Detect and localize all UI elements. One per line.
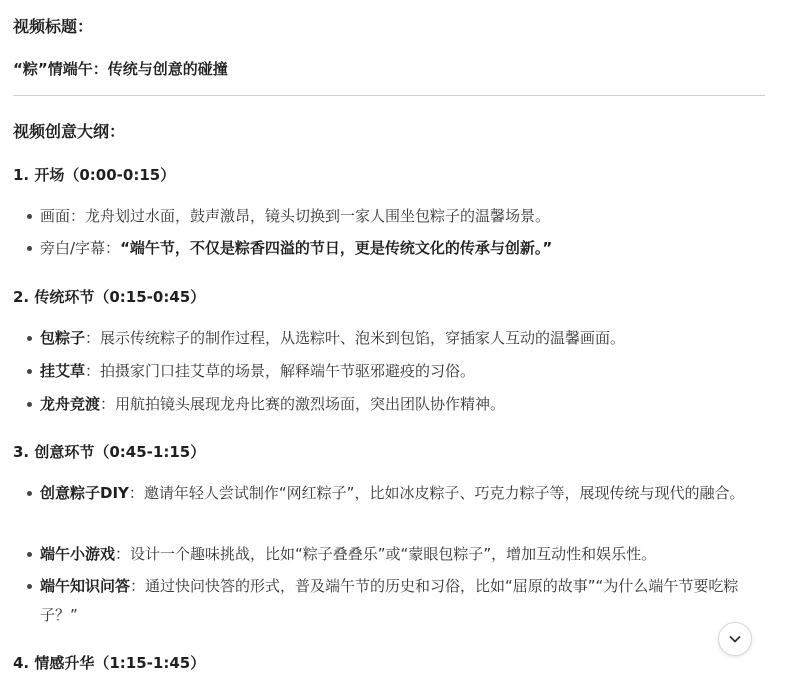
list-item-text: ：用航拍镜头展现龙舟比赛的激烈场面，突出团队协作精神。 [100, 395, 506, 413]
list-item-prefix: 旁白/字幕： [40, 239, 121, 257]
list-item-text: 画面：龙舟划过水面，鼓声激昂，镜头切换到一家人围坐包粽子的温馨场景。 [40, 207, 551, 225]
section-heading-creative: 3. 创意环节（0:45-1:15） [13, 443, 206, 461]
list-item-text: ：通过快问快答的形式，普及端午节的历史和习俗，比如“屈原的故事”“为什么端午节要吃粽子？” [40, 577, 739, 624]
list-item-bold: 挂艾草 [40, 362, 86, 380]
list-item-bold: 创意粽子DIY [40, 484, 129, 502]
video-title-label: 视频标题： [13, 17, 94, 36]
list-item [27, 479, 757, 508]
list-item [27, 234, 757, 263]
list-item [27, 540, 757, 569]
list-item-text: ：拍摄家门口挂艾草的场景，解释端午节驱邪避疫的习俗。 [85, 362, 476, 380]
bullet-dot [27, 584, 32, 589]
bullet-dot [27, 369, 32, 374]
list-item-bold: 端午知识问答 [40, 577, 131, 595]
section-heading-opening: 1. 开场（0:00-0:15） [13, 166, 176, 184]
list-item-text: ：展示传统粽子的制作过程，从选粽叶、泡米到包馅，穿插家人互动的温馨画面。 [85, 329, 626, 347]
bullet-dot [27, 491, 32, 496]
section-heading-emotion: 4. 情感升华（1:15-1:45） [13, 654, 206, 672]
section-heading-tradition: 2. 传统环节（0:15-0:45） [13, 288, 206, 306]
list-item [27, 390, 757, 419]
list-item-bold: 端午小游戏 [40, 545, 116, 563]
video-title-value: “粽”情端午：传统与创意的碰撞 [13, 60, 228, 78]
list-item [27, 202, 757, 231]
list-item [27, 357, 757, 386]
list-item-bold: 龙舟竞渡 [40, 395, 101, 413]
bullet-dot [27, 214, 32, 219]
list-item-bold: “端午节，不仅是粽香四溢的节日，更是传统文化的传承与创新。” [120, 239, 553, 257]
outline-label: 视频创意大纲： [13, 122, 126, 141]
bullet-dot [27, 336, 32, 341]
list-item [27, 324, 757, 353]
scroll-to-bottom-button[interactable] [718, 622, 752, 656]
list-item-bold: 包粽子 [40, 329, 86, 347]
chevron-down-icon [727, 631, 743, 647]
bullet-dot [27, 402, 32, 407]
divider [13, 95, 765, 96]
bullet-dot [27, 552, 32, 557]
list-item-text: ：邀请年轻人尝试制作“网红粽子”，比如冰皮粽子、巧克力粽子等，展现传统与现代的融合。 [128, 484, 745, 502]
list-item-text: ：设计一个趣味挑战，比如“粽子叠叠乐”或“蒙眼包粽子”，增加互动性和娱乐性。 [115, 545, 657, 563]
list-item [27, 572, 757, 630]
bullet-dot [27, 246, 32, 251]
